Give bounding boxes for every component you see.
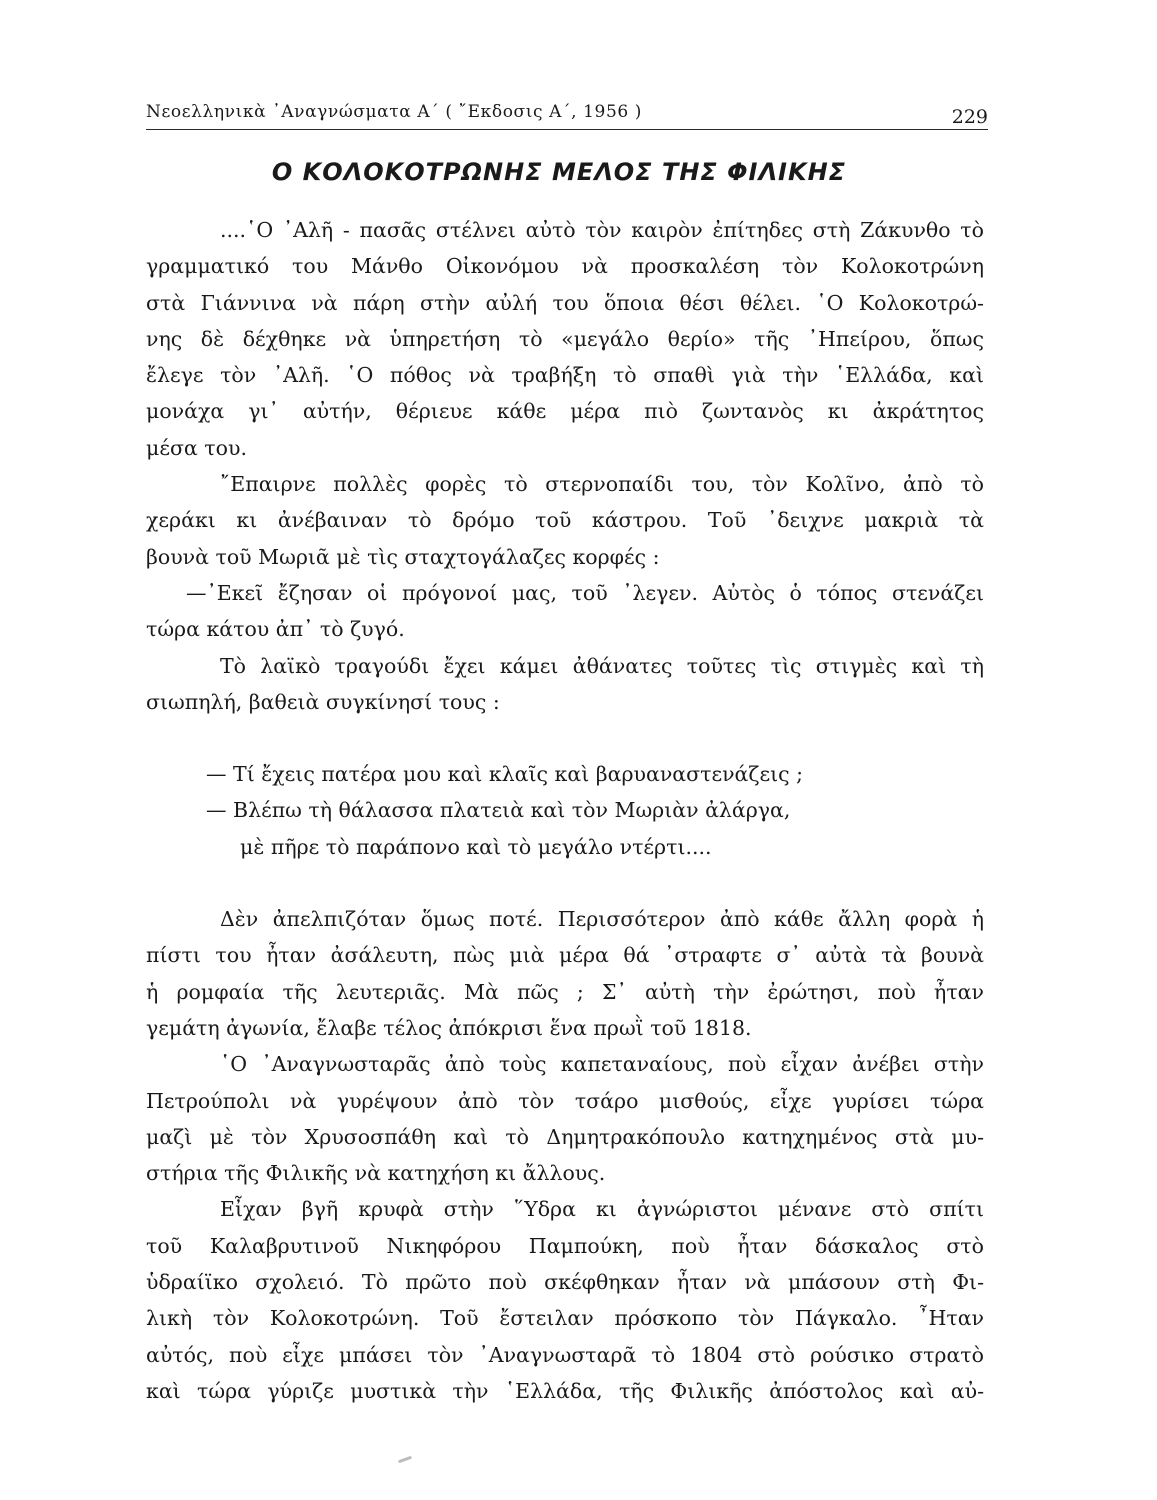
- body-text: [146, 212, 984, 1409]
- text-line: ἔλεγε τὸν ᾿Αλῆ. ῾Ο πόθος νὰ τραβήξη τὸ σπαθὶ γιὰ τὴν ῾Ελλάδα, καὶ: [146, 363, 984, 388]
- text-line: ὑδραίϊκο σχολειό. Τὸ πρῶτο ποὺ σκέφθηκαν ἦταν νὰ μπάσουν στὴ Φι-: [146, 1270, 984, 1295]
- text-line: ῎Επαιρνε πολλὲς φορὲς τὸ στερνοπαίδι του, τὸν Κολῖνο, ἀπὸ τὸ: [220, 472, 984, 497]
- ink-mark: [398, 1456, 412, 1464]
- text-line: ....῾Ο ᾿Αλῆ - πασᾶς στέλνει αὐτὸ τὸν καιρὸν ἐπίτηδες στὴ Ζάκυνθο τὸ: [220, 218, 984, 242]
- folk-song-verse: [146, 756, 984, 865]
- running-title: Νεοελληνικὰ ᾿Αναγνώσματα Α΄ ( ῎Εκδοσις Α΄, 1956 ): [146, 102, 643, 122]
- blank-line: [146, 720, 984, 756]
- blank-line: [146, 865, 984, 901]
- text-line: νης δὲ δέχθηκε νὰ ὑπηρετήση τὸ «μεγάλο θερίο» τῆς ᾿Ηπείρου, ὅπως: [146, 326, 984, 351]
- text-line: ἡ ρομφαία τῆς λευτεριᾶς. Μὰ πῶς ; Σ᾿ αὐτὴ τὴν ἐρώτησι, ποὺ ἦταν: [146, 979, 984, 1004]
- text-line: λικὴ τὸν Κολοκοτρώνη. Τοῦ ἔστειλαν πρόσκοπο τὸν Πάγκαλο. ῏Ηταν: [146, 1306, 984, 1331]
- verse-line: — Τί ἔχεις πατέρα μου καὶ κλαῖς καὶ βαρυαναστενάζεις ;: [206, 762, 804, 787]
- text-line: στὰ Γιάννινα νὰ πάρη στὴν αὐλή του ὅποια θέσι θέλει. ῾Ο Κολοκοτρώ-: [146, 290, 984, 315]
- text-line: τοῦ Καλαβρυτινοῦ Νικηφόρου Παμπούκη, ποὺ ἦταν δάσκαλος στὸ: [146, 1233, 984, 1258]
- text-line: πίστι του ἦταν ἀσάλευτη, πὼς μιὰ μέρα θά ᾿στραφτε σ᾿ αὐτὰ τὰ βουνὰ: [146, 943, 984, 968]
- text-line: χεράκι κι ἀνέβαιναν τὸ δρόμο τοῦ κάστρου. Τοῦ ᾿δειχνε μακριὰ τὰ: [146, 508, 984, 533]
- verse-line: μὲ πῆρε τὸ παράπονο καὶ τὸ μεγάλο ντέρτι....: [240, 834, 712, 859]
- header-rule: [146, 129, 988, 130]
- text-line: γραμματικό του Μάνθο Οἰκονόμου νὰ προσκαλέση τὸν Κολοκοτρώνη: [146, 254, 984, 279]
- text-line: τώρα κάτου ἀπ᾿ τὸ ζυγό.: [146, 617, 405, 642]
- page-number: 229: [951, 106, 988, 128]
- text-line: σιωπηλή, βαθειὰ συγκίνησί τους :: [146, 689, 500, 714]
- text-line: μέσα του.: [146, 435, 247, 460]
- text-line: αὐτός, ποὺ εἶχε μπάσει τὸν ᾿Αναγνωσταρᾶ τὸ 1804 στὸ ρούσικο στρατὸ: [146, 1342, 984, 1367]
- text-line: —᾿Εκεῖ ἔζησαν οἱ πρόγονοί μας, τοῦ ᾿λεγεν. Αὐτὸς ὁ τόπος στενάζει: [186, 580, 984, 605]
- text-line: Πετρούπολι νὰ γυρέψουν ἀπὸ τὸν τσάρο μισθούς, εἶχε γυρίσει τώρα: [146, 1088, 984, 1113]
- text-line: Εἶχαν βγῆ κρυφὰ στὴν ῞Υδρα κι ἀγνώριστοι μένανε στὸ σπίτι: [220, 1197, 984, 1222]
- text-line: καὶ τώρα γύριζε μυστικὰ τὴν ῾Ελλάδα, τῆς Φιλικῆς ἀπόστολος καὶ αὐ-: [146, 1378, 984, 1403]
- text-line: ῾Ο ᾿Αναγνωσταρᾶς ἀπὸ τοὺς καπεταναίους, ποὺ εἶχαν ἀνέβει στὴν: [220, 1052, 984, 1077]
- text-line: μαζὶ μὲ τὸν Χρυσοσπάθη καὶ τὸ Δημητρακόπουλο κατηχημένος στὰ μυ-: [146, 1124, 984, 1149]
- text-line: Δὲν ἀπελπιζόταν ὅμως ποτέ. Περισσότερον ἀπὸ κάθε ἄλλη φορὰ ἡ: [220, 907, 984, 932]
- text-line: Τὸ λαϊκὸ τραγούδι ἔχει κάμει ἀθάνατες τοῦτες τὶς στιγμὲς καὶ τὴ: [220, 653, 984, 678]
- verse-line: — Βλέπω τὴ θάλασσα πλατειὰ καὶ τὸν Μωριὰν ἀλάργα,: [206, 798, 791, 823]
- text-line: μονάχα γι᾿ αὐτήν, θέριευε κάθε μέρα πιὸ ζωντανὸς κι ἀκράτητος: [146, 399, 984, 424]
- text-line: στήρια τῆς Φιλικῆς νὰ κατηχήση κι ἄλλους.: [146, 1161, 606, 1186]
- page-header: [146, 98, 988, 130]
- chapter-title: Ο ΚΟΛΟΚΟΤΡΩΝΗΣ ΜΕΛΟΣ ΤΗΣ ΦΙΛΙΚΗΣ: [271, 158, 847, 186]
- text-line: βουνὰ τοῦ Μωριᾶ μὲ τὶς σταχτογάλαζες κορφές :: [146, 544, 660, 569]
- text-line: γεμάτη ἀγωνία, ἔλαβε τέλος ἀπόκρισι ἕνα πρωῒ τοῦ 1818.: [146, 1015, 752, 1040]
